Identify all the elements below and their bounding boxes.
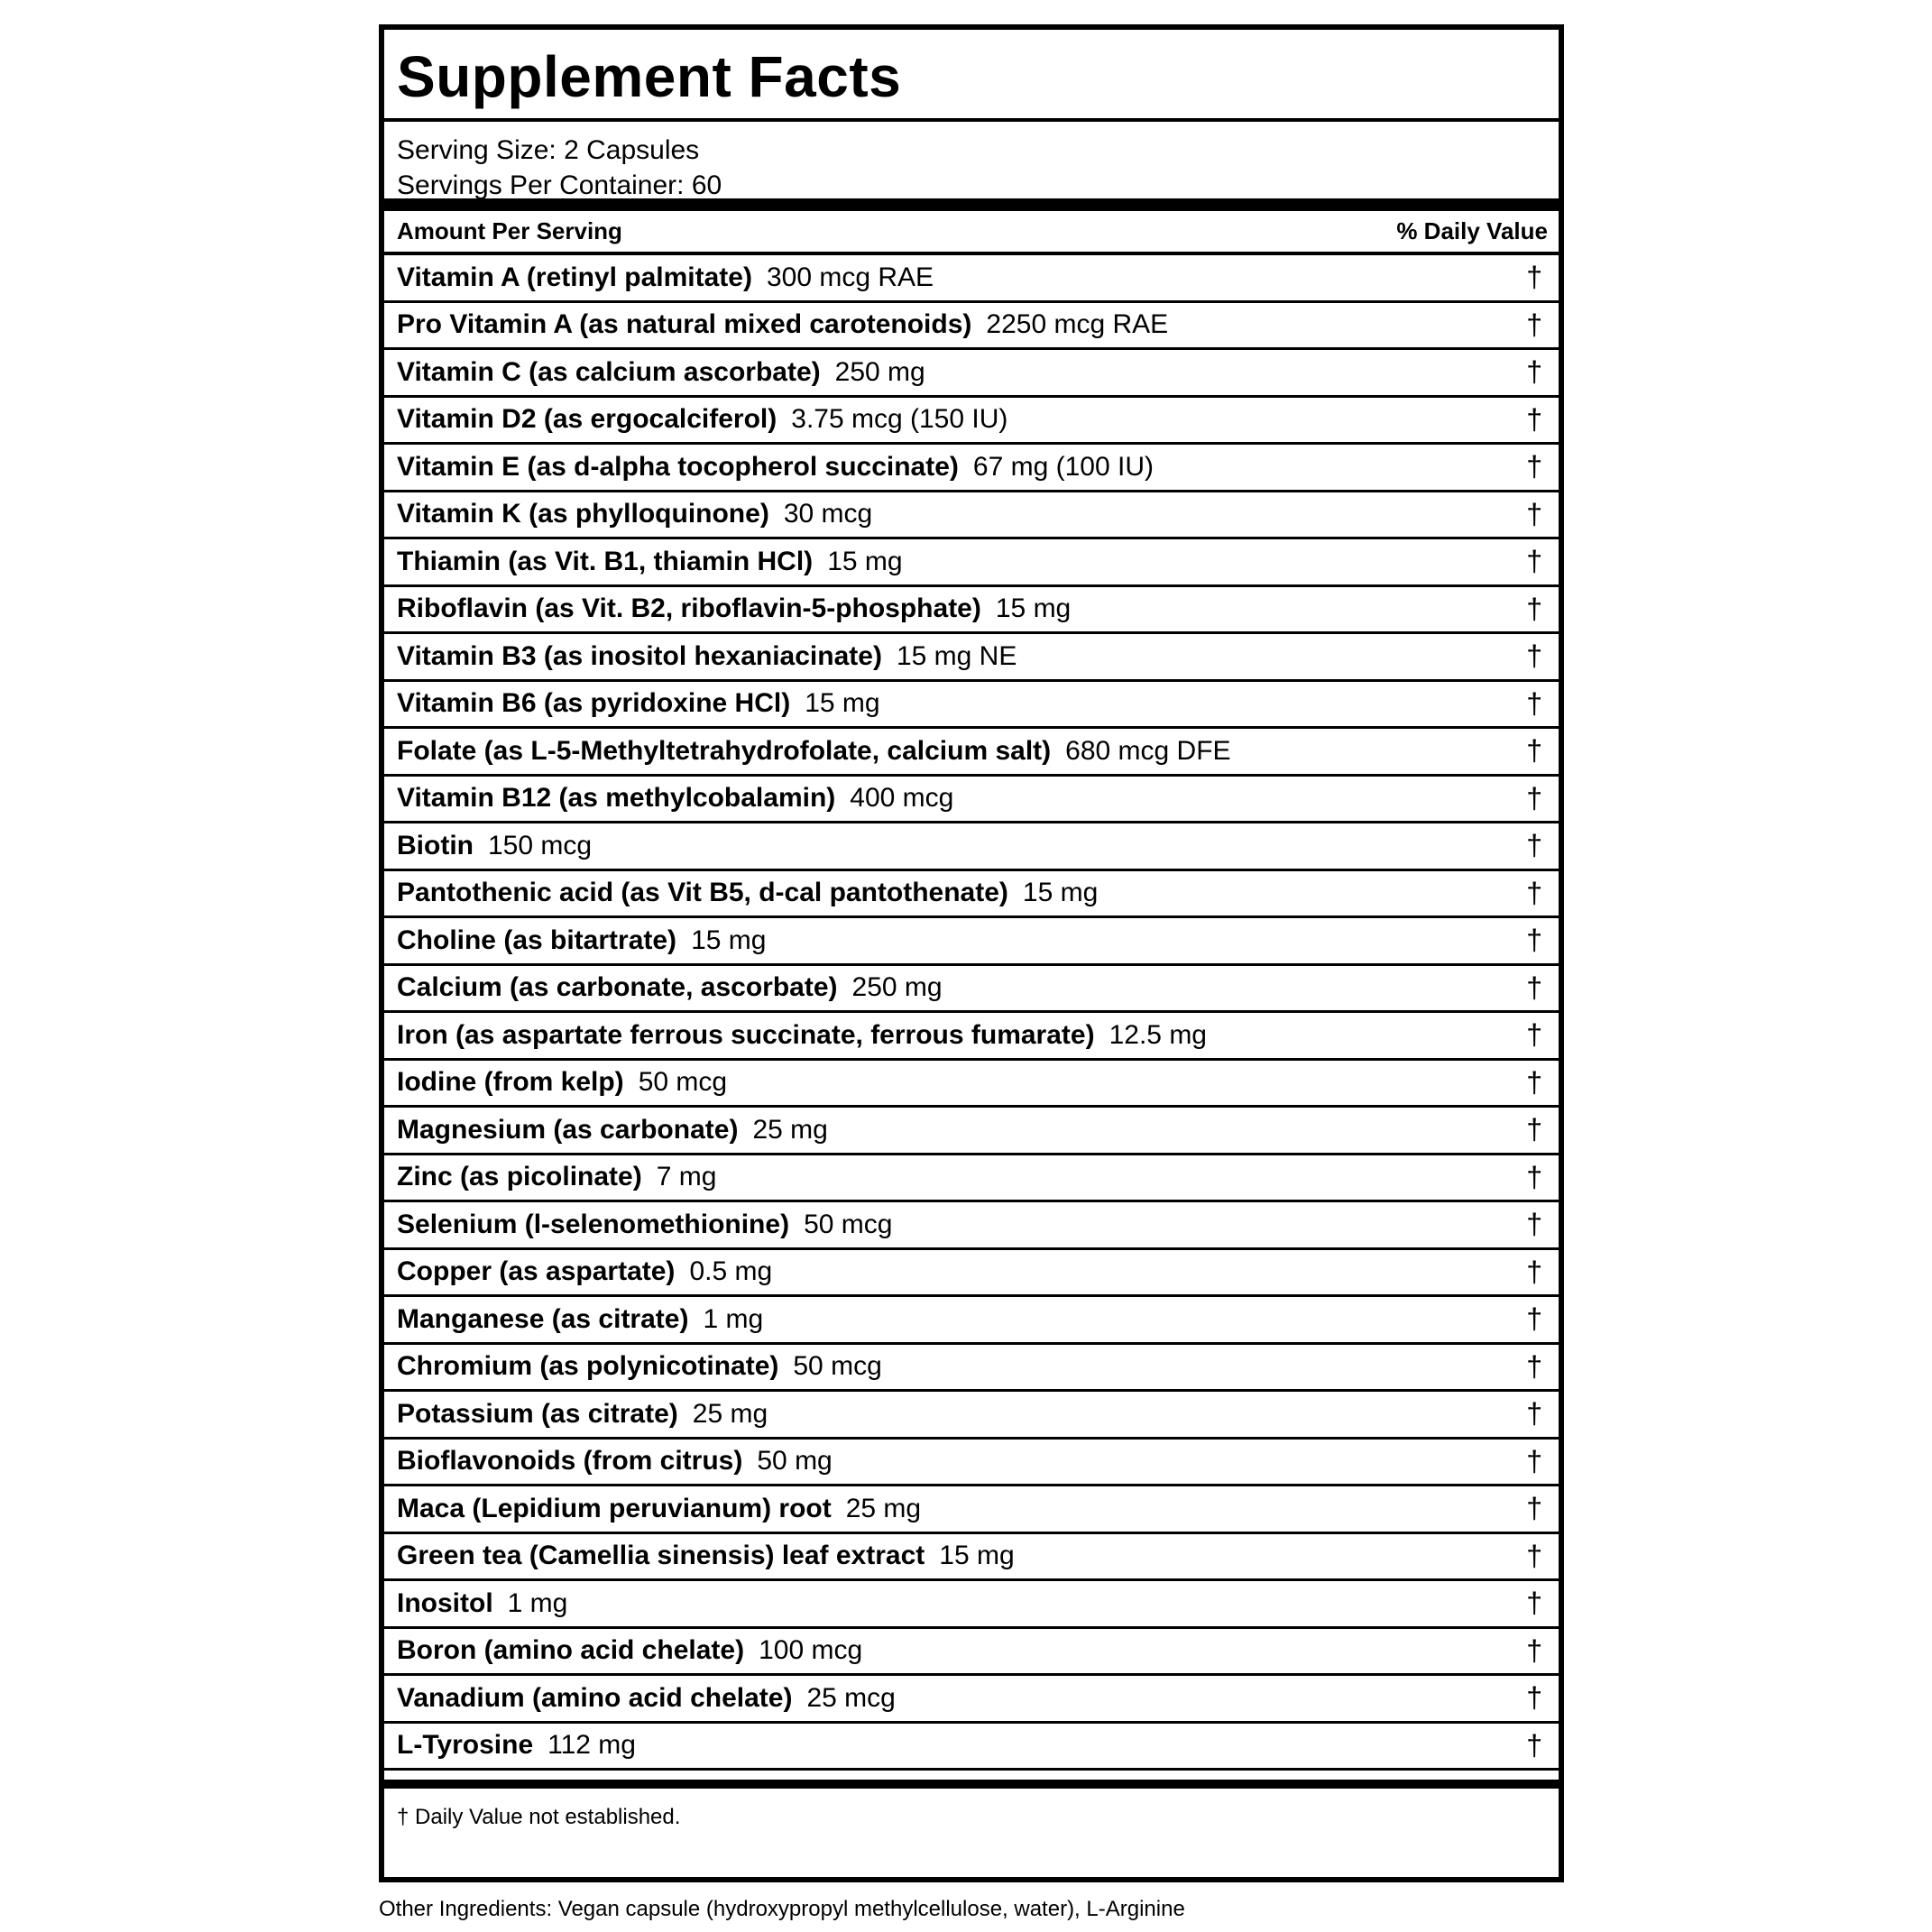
nutrient-row xyxy=(384,823,1559,871)
supplement-facts-panel xyxy=(379,24,1564,1882)
nutrient-amount: 15 mg NE xyxy=(896,640,1017,671)
nutrient-row xyxy=(384,1155,1559,1203)
nutrient-label xyxy=(397,1541,1015,1571)
nutrient-amount: 3.75 mcg (150 IU) xyxy=(791,404,1008,435)
nutrient-list xyxy=(384,255,1559,1771)
dagger-icon: † xyxy=(1526,734,1542,768)
nutrient-row xyxy=(384,966,1559,1014)
servings-per-container: Servings Per Container: 60 xyxy=(397,170,722,200)
dagger-icon: † xyxy=(1526,924,1542,957)
serving-size: Serving Size: 2 Capsules xyxy=(397,135,700,165)
nutrient-name: Iron (as aspartate ferrous succinate, ferrous fumarate) xyxy=(397,1019,1095,1050)
nutrient-row xyxy=(384,445,1559,492)
nutrient-name: Biotin xyxy=(397,830,474,860)
nutrient-row xyxy=(384,1013,1559,1061)
serving-info xyxy=(384,122,1559,211)
nutrient-row xyxy=(384,682,1559,730)
nutrient-label xyxy=(397,831,592,861)
nutrient-label xyxy=(397,641,1017,672)
nutrient-amount: 25 mg xyxy=(752,1114,828,1145)
nutrient-row xyxy=(384,1392,1559,1440)
dagger-icon: † xyxy=(1526,1397,1542,1431)
dagger-icon: † xyxy=(1526,1539,1542,1572)
nutrient-label xyxy=(397,1494,921,1524)
nutrient-label xyxy=(397,736,1231,767)
dagger-icon: † xyxy=(1526,1065,1542,1099)
dagger-icon: † xyxy=(1526,402,1542,436)
nutrient-name: Vitamin K (as phylloquinone) xyxy=(397,499,769,529)
nutrient-amount: 25 mg xyxy=(692,1398,768,1429)
other-ingredients: Other Ingredients: Vegan capsule (hydroxypropyl methylcellulose, water), L-Arginine xyxy=(379,1897,1185,1921)
nutrient-label xyxy=(397,309,1168,340)
nutrient-row xyxy=(384,587,1559,635)
nutrient-amount: 15 mg xyxy=(1022,878,1099,908)
daily-value-label: % Daily Value xyxy=(1396,217,1548,244)
nutrient-amount: 0.5 mg xyxy=(689,1256,773,1287)
nutrient-row xyxy=(384,1202,1559,1250)
dagger-icon: † xyxy=(1526,1018,1542,1052)
nutrient-name: Copper (as aspartate) xyxy=(397,1256,676,1287)
nutrient-name: Inositol xyxy=(397,1587,493,1618)
nutrient-row xyxy=(384,1108,1559,1155)
nutrient-label xyxy=(397,1115,828,1145)
nutrient-row xyxy=(384,1440,1559,1487)
nutrient-label xyxy=(397,452,1154,483)
nutrient-label xyxy=(397,1683,896,1714)
nutrient-amount: 50 mcg xyxy=(793,1351,882,1382)
nutrient-name: Bioflavonoids (from citrus) xyxy=(397,1446,743,1477)
dagger-icon: † xyxy=(1526,1728,1542,1762)
dagger-icon: † xyxy=(1526,450,1542,483)
nutrient-amount: 7 mg xyxy=(656,1162,717,1192)
nutrient-name: Folate (as L-5-Methyltetrahydrofolate, calcium salt) xyxy=(397,735,1052,766)
nutrient-label xyxy=(397,1730,636,1761)
nutrient-amount: 50 mcg xyxy=(804,1209,893,1239)
dagger-icon: † xyxy=(1526,971,1542,1004)
nutrient-label xyxy=(397,972,943,1003)
dagger-icon: † xyxy=(1526,1587,1542,1620)
nutrient-amount: 30 mcg xyxy=(783,499,873,529)
dagger-icon: † xyxy=(1526,497,1542,530)
nutrient-name: Vitamin A (retinyl palmitate) xyxy=(397,262,752,292)
nutrient-row xyxy=(384,303,1559,351)
nutrient-name: L-Tyrosine xyxy=(397,1730,534,1761)
nutrient-name: Vitamin E (as d-alpha tocopherol succinate) xyxy=(397,451,959,482)
nutrient-label xyxy=(397,925,766,956)
nutrient-amount: 25 mcg xyxy=(806,1682,896,1713)
nutrient-label xyxy=(397,783,953,814)
nutrient-amount: 15 mg xyxy=(827,546,903,576)
nutrient-label xyxy=(397,1162,716,1192)
dagger-icon: † xyxy=(1526,829,1542,862)
nutrient-amount: 1 mg xyxy=(703,1303,764,1334)
nutrient-amount: 250 mg xyxy=(834,356,925,387)
nutrient-name: Potassium (as citrate) xyxy=(397,1398,678,1429)
nutrient-amount: 100 mcg xyxy=(759,1635,863,1666)
dagger-icon: † xyxy=(1526,355,1542,389)
dagger-icon: † xyxy=(1526,1255,1542,1288)
nutrient-name: Vitamin C (as calcium ascorbate) xyxy=(397,356,821,387)
nutrient-amount: 50 mg xyxy=(757,1446,833,1477)
nutrient-label xyxy=(397,1588,567,1619)
dagger-icon: † xyxy=(1526,1302,1542,1336)
nutrient-name: Boron (amino acid chelate) xyxy=(397,1635,745,1666)
nutrient-name: Vitamin B12 (as methylcobalamin) xyxy=(397,783,836,814)
nutrient-name: Zinc (as picolinate) xyxy=(397,1162,642,1192)
dagger-icon: † xyxy=(1526,639,1542,673)
nutrient-row xyxy=(384,1534,1559,1582)
amount-per-serving-label: Amount Per Serving xyxy=(397,217,622,244)
dagger-icon: † xyxy=(1526,781,1542,814)
nutrient-amount: 15 mg xyxy=(691,925,767,955)
nutrient-label xyxy=(397,688,880,719)
nutrient-row xyxy=(384,634,1559,682)
nutrient-name: Choline (as bitartrate) xyxy=(397,925,677,955)
nutrient-amount: 25 mg xyxy=(845,1493,922,1523)
nutrient-label xyxy=(397,1020,1207,1051)
amount-header xyxy=(384,211,1559,255)
nutrient-label xyxy=(397,547,903,577)
nutrient-amount: 112 mg xyxy=(547,1730,636,1761)
nutrient-row xyxy=(384,492,1559,540)
dagger-icon: † xyxy=(1526,1349,1542,1383)
nutrient-name: Selenium (l-selenomethionine) xyxy=(397,1209,790,1239)
dagger-icon: † xyxy=(1526,1681,1542,1715)
nutrient-amount: 680 mcg DFE xyxy=(1065,735,1231,766)
nutrient-amount: 2250 mcg RAE xyxy=(986,309,1169,340)
nutrient-name: Pro Vitamin A (as natural mixed carotenoids) xyxy=(397,309,972,340)
nutrient-name: Maca (Lepidium peruvianum) root xyxy=(397,1493,832,1523)
dagger-icon: † xyxy=(1526,592,1542,625)
nutrient-label xyxy=(397,499,872,529)
nutrient-row xyxy=(384,1486,1559,1534)
nutrient-label xyxy=(397,1399,768,1430)
nutrient-row xyxy=(384,1581,1559,1629)
nutrient-label xyxy=(397,262,934,293)
nutrient-amount: 50 mcg xyxy=(638,1067,728,1098)
nutrient-row xyxy=(384,1629,1559,1677)
bottom-rule xyxy=(384,1780,1559,1789)
dagger-icon: † xyxy=(1526,876,1542,909)
nutrient-row xyxy=(384,871,1559,919)
nutrient-label xyxy=(397,1635,862,1666)
nutrient-amount: 12.5 mg xyxy=(1109,1019,1207,1050)
nutrient-name: Thiamin (as Vit. B1, thiamin HCl) xyxy=(397,546,814,576)
nutrient-label xyxy=(397,357,925,388)
dagger-icon: † xyxy=(1526,1444,1542,1477)
nutrient-label xyxy=(397,1304,763,1335)
nutrient-name: Green tea (Camellia sinensis) leaf extract xyxy=(397,1541,925,1571)
nutrient-row xyxy=(384,255,1559,303)
nutrient-amount: 150 mcg xyxy=(487,830,593,860)
nutrient-label xyxy=(397,1351,882,1382)
nutrient-row xyxy=(384,729,1559,777)
nutrient-label xyxy=(397,1067,727,1098)
nutrient-amount: 1 mg xyxy=(507,1587,568,1618)
nutrient-name: Vitamin B6 (as pyridoxine HCl) xyxy=(397,688,791,719)
nutrient-row xyxy=(384,1676,1559,1724)
nutrient-name: Vitamin D2 (as ergocalciferol) xyxy=(397,404,777,435)
nutrient-row xyxy=(384,398,1559,446)
dagger-icon: † xyxy=(1526,1208,1542,1241)
nutrient-row xyxy=(384,1250,1559,1298)
nutrient-name: Magnesium (as carbonate) xyxy=(397,1114,739,1145)
nutrient-row xyxy=(384,1061,1559,1109)
nutrient-name: Vanadium (amino acid chelate) xyxy=(397,1682,793,1713)
dagger-icon: † xyxy=(1526,1492,1542,1525)
nutrient-amount: 15 mg xyxy=(939,1541,1015,1571)
dagger-icon: † xyxy=(1526,1160,1542,1193)
nutrient-amount: 250 mg xyxy=(851,972,943,1003)
nutrient-label xyxy=(397,593,1071,624)
nutrient-row xyxy=(384,539,1559,587)
dagger-icon: † xyxy=(1526,1633,1542,1667)
nutrient-row xyxy=(384,350,1559,398)
nutrient-label xyxy=(397,1256,772,1287)
nutrient-name: Pantothenic acid (as Vit B5, d-cal pantothenate) xyxy=(397,878,1008,908)
panel-title: Supplement Facts xyxy=(384,30,1559,122)
footnote: † Daily Value not established. xyxy=(397,1805,681,1829)
nutrient-row xyxy=(384,777,1559,824)
nutrient-amount: 400 mcg xyxy=(850,783,954,814)
dagger-icon: † xyxy=(1526,1113,1542,1146)
nutrient-label xyxy=(397,404,1007,435)
dagger-icon: † xyxy=(1526,261,1542,294)
nutrient-amount: 67 mg (100 IU) xyxy=(972,451,1155,482)
nutrient-name: Chromium (as polynicotinate) xyxy=(397,1351,779,1382)
nutrient-row xyxy=(384,918,1559,966)
dagger-icon: † xyxy=(1526,545,1542,578)
nutrient-label xyxy=(397,1446,833,1477)
nutrient-row xyxy=(384,1345,1559,1393)
nutrient-label xyxy=(397,878,1098,908)
dagger-icon: † xyxy=(1526,308,1542,341)
nutrient-row xyxy=(384,1724,1559,1771)
nutrient-amount: 15 mg xyxy=(995,593,1072,624)
nutrient-name: Riboflavin (as Vit. B2, riboflavin-5-phosphate) xyxy=(397,593,981,624)
nutrient-name: Manganese (as citrate) xyxy=(397,1303,689,1334)
nutrient-name: Vitamin B3 (as inositol hexaniacinate) xyxy=(397,640,882,671)
nutrient-name: Iodine (from kelp) xyxy=(397,1067,624,1098)
nutrient-name: Calcium (as carbonate, ascorbate) xyxy=(397,972,838,1003)
nutrient-amount: 300 mcg RAE xyxy=(766,262,934,292)
nutrient-row xyxy=(384,1297,1559,1345)
nutrient-amount: 15 mg xyxy=(805,688,880,719)
nutrient-label xyxy=(397,1210,892,1240)
dagger-icon: † xyxy=(1526,686,1542,720)
